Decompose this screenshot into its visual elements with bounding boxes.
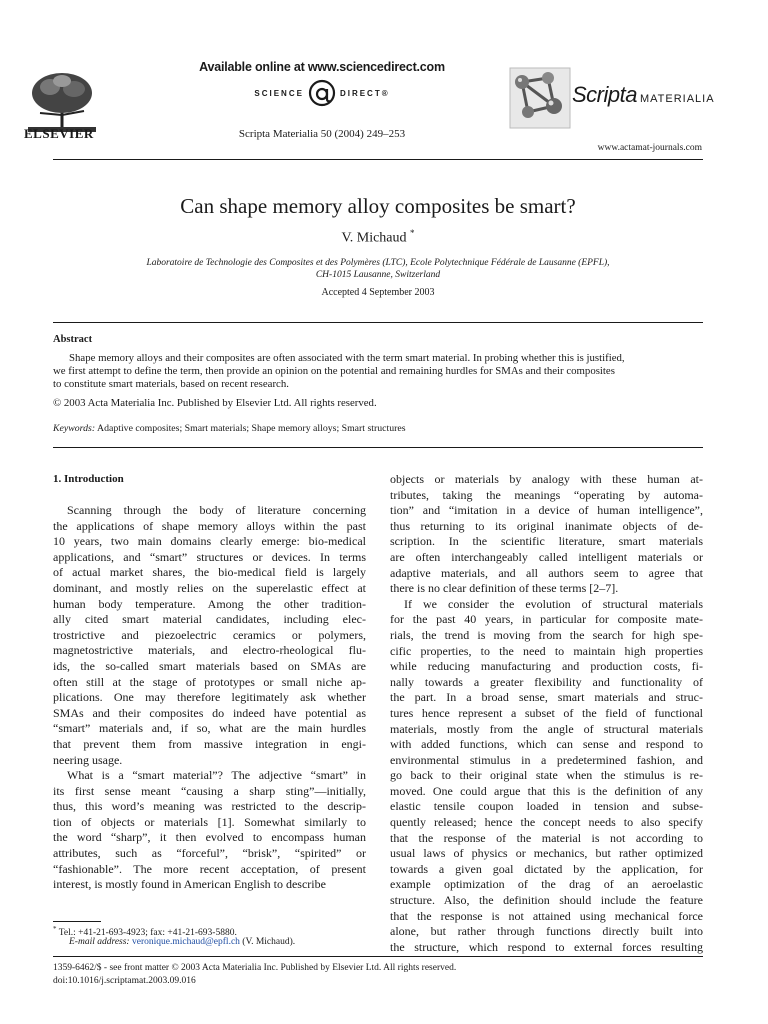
accepted-date: Accepted 4 September 2003 (321, 287, 435, 298)
footnote-email-label: E-mail address: (69, 937, 130, 947)
abstract-line: Shape memory alloys and their composites are often associated with the term smart material. In probing whether this is justified, (69, 352, 625, 364)
header-divider (53, 159, 703, 160)
body-text-line: If we consider the evolution of structural materials (404, 596, 703, 611)
body-text-line: thus, this word’s meaning was restricted to the descrip- (53, 799, 366, 814)
keywords-list: Adaptive composites; Smart materials; Shape memory alloys; Smart structures (97, 423, 406, 434)
abstract-copyright: © 2003 Acta Materialia Inc. Published by Elsevier Ltd. All rights reserved. (53, 397, 377, 409)
email-link[interactable]: veronique.michaud@epfl.ch (131, 937, 240, 947)
affiliation-line-1: Laboratoire de Technologie des Composites et des Polymères (LTC), Ecole Polytechnique Fédérale de Lausanne (EPFL), (146, 258, 610, 268)
body-text-line: rials, the trend is moving from the search for high spe- (390, 627, 703, 642)
body-text-line: applications, and “smart” structures or devices. In terms (53, 549, 366, 564)
body-text-line: of actual market shares, the bio-medical field is largely (53, 565, 366, 580)
footer-divider (53, 956, 703, 957)
body-text-line: towards a given goal dictated by the application, for (390, 861, 703, 876)
body-text-line: example optimization of the drag of an aeroelastic (390, 877, 703, 892)
body-text-line: objects or materials by analogy with these human at- (390, 472, 703, 486)
body-text-line: that the response is not attained using mechanical force (390, 908, 703, 923)
author-name (53, 228, 703, 247)
body-text-line: structure. Also, the definition should include the feature (390, 893, 703, 908)
body-text-line: its first sense meant “causing a sharp sting”—initially, (53, 783, 366, 798)
body-text-line: ids, the so-called smart materials based on SMAs are (53, 658, 366, 673)
body-text-line: that prevent them from massive integration in engi- (53, 736, 366, 751)
keywords-label: Keywords: (53, 423, 96, 434)
body-text-line: nally towards a greater flexibility and functionality of (390, 674, 703, 689)
body-text-line: the applications of shape memory alloys within the past (53, 518, 366, 533)
scripta-molecule-logo-icon (508, 66, 572, 130)
body-text-line: thus returning to its original inanimate objects of de- (390, 518, 703, 533)
abstract-bottom-divider (53, 447, 703, 448)
body-text-line: tures hence represent a subset of the field of functional (390, 705, 703, 720)
body-text-line: materials, mostly from the angle of structural materials (390, 721, 703, 736)
body-text-line: environmental stimulus in a predetermined fashion, and (390, 752, 703, 767)
affiliation-line-2: CH-1015 Lausanne, Switzerland (315, 270, 441, 280)
body-text-line: that the response of the material is not according to (390, 830, 703, 845)
doi-line[interactable]: doi:10.1016/j.scriptamat.2003.09.016 (53, 976, 196, 986)
article-title: Can shape memory alloy composites be smart? (180, 194, 576, 218)
section-heading: 1. Introduction (53, 473, 124, 485)
body-text-line: tion” and “imitation in a device of human intelligence”, (390, 503, 703, 518)
publisher-name: ELSEVIER (24, 126, 94, 141)
body-text-line: the word “sharp”, it then evolved to encompass human (53, 830, 366, 845)
issn-line: 1359-6462/$ - see front matter © 2003 Acta Materialia Inc. Published by Elsevier Ltd. All rights reserved. (53, 963, 457, 973)
journal-name (572, 82, 762, 108)
body-text-line: scription. In the scientific literature, smart materials (390, 534, 703, 549)
abstract-heading: Abstract (53, 334, 93, 345)
body-text-line: cific properties, to the need to maintain high properties (390, 643, 703, 658)
body-text-line: the part. In a broad sense, smart materials and struc- (390, 690, 703, 705)
body-text-line: tributes, taking the meanings “operating by automa- (390, 487, 703, 502)
body-text-line: human body temperature. Among the other tradition- (53, 596, 366, 611)
body-text-line: go back to their original state when the stimulus is re- (390, 768, 703, 783)
footnote-email (69, 937, 295, 947)
body-text-line: while reducing manufacturing and production costs, fi- (390, 659, 703, 674)
body-text-line: adaptive materials, and all authors seem to agree that (390, 565, 703, 580)
footnote-phone-text: Tel.: +41-21-693-4923; fax: +41-21-693-5880. (58, 928, 237, 939)
sciencedirect-right-word: DIRECT® (339, 88, 390, 98)
journal-name-main: Scripta (572, 82, 637, 107)
body-text-line: usual laws of physics or mechanics, but rather optimized (390, 846, 703, 861)
body-text-line: ally cited smart material candidates, including elec- (53, 612, 366, 627)
body-text-line: elastic tensile coupon loaded in tension and subse- (390, 799, 703, 814)
right-text-column (390, 472, 703, 955)
body-text-line: plications. One may therefore legitimately ask whether (53, 690, 366, 705)
abstract-top-divider (53, 322, 703, 323)
body-text-line: quently released; hence the concept needs to also specify (390, 815, 703, 830)
body-text-line: trostrictive and piezoelectric ceramics or polymers, (53, 627, 366, 642)
left-text-column (53, 503, 366, 893)
body-text-line: magnetostrictive materials, and electro-rheological flu- (53, 643, 366, 658)
abstract-line: we first attempt to define the term, then provide an opinion on the potential and remaining hurdles for SMAs and their composites (53, 365, 615, 377)
keywords (53, 423, 406, 434)
footnote-email-suffix: (V. Michaud). (242, 937, 296, 947)
body-text-line: dominant, and mostly relies on the superelastic effect at (53, 580, 366, 595)
journal-name-sub: MATERIALIA (639, 93, 715, 105)
body-text-line: tion of objects or materials [1]. Somewhat similarly to (53, 814, 366, 829)
body-text-line: often still at the stage of prototypes or small niche ap- (53, 674, 366, 689)
body-text-line: attributes, such as “forceful”, “brisk”, “spirited” or (53, 846, 366, 861)
author-footnote-mark[interactable]: * (410, 228, 415, 238)
body-text-line: “smart” materials and, if so, what are the main hurdles (53, 721, 366, 736)
body-text-line: for the past 40 years, in particular for composite mate- (390, 612, 703, 627)
journal-url-link[interactable]: www.actamat-journals.com (597, 143, 702, 153)
body-text-line: 10 years, two main domains clearly emerge: bio-medical (53, 534, 366, 549)
body-text-line: SMAs and their composites do indeed have potential as (53, 705, 366, 720)
body-text-line: are often interchangeably called intelligent materials or (390, 549, 703, 564)
sciencedirect-at-icon (308, 79, 336, 107)
body-text-line: Scanning through the body of literature concerning (67, 503, 366, 517)
body-text-line: neering usage. (53, 752, 123, 767)
body-text-line: What is a “smart material”? The adjective “smart” in (67, 768, 366, 783)
sciencedirect-left-word: SCIENCE (254, 88, 304, 98)
body-text-line: there is no clear definition of these terms [2–7]. (390, 581, 619, 596)
body-text-line: moved. One could argue that this is the definition of any (390, 783, 703, 798)
sciencedirect-logo (150, 78, 494, 108)
body-text-line: “fashionable”. The more recent acceptation, of present (53, 861, 366, 876)
footnote-divider (53, 921, 101, 922)
body-text-line: the structure, which respond to external forces resulting (390, 939, 703, 954)
body-text-line: with added functions, which can sense and respond to (390, 737, 703, 752)
body-text-line: alone, but rather through functions directly built into (390, 924, 703, 939)
journal-citation: Scripta Materialia 50 (2004) 249–253 (238, 128, 406, 140)
author-name-text: V. Michaud (341, 230, 407, 246)
available-online-text: Available online at www.sciencedirect.com (199, 60, 445, 74)
abstract-line: to constitute smart materials, based on recent research. (53, 378, 289, 390)
footnote-mark: * (53, 925, 57, 933)
body-text-line: interest, is mostly found in American English to describe (53, 877, 326, 892)
